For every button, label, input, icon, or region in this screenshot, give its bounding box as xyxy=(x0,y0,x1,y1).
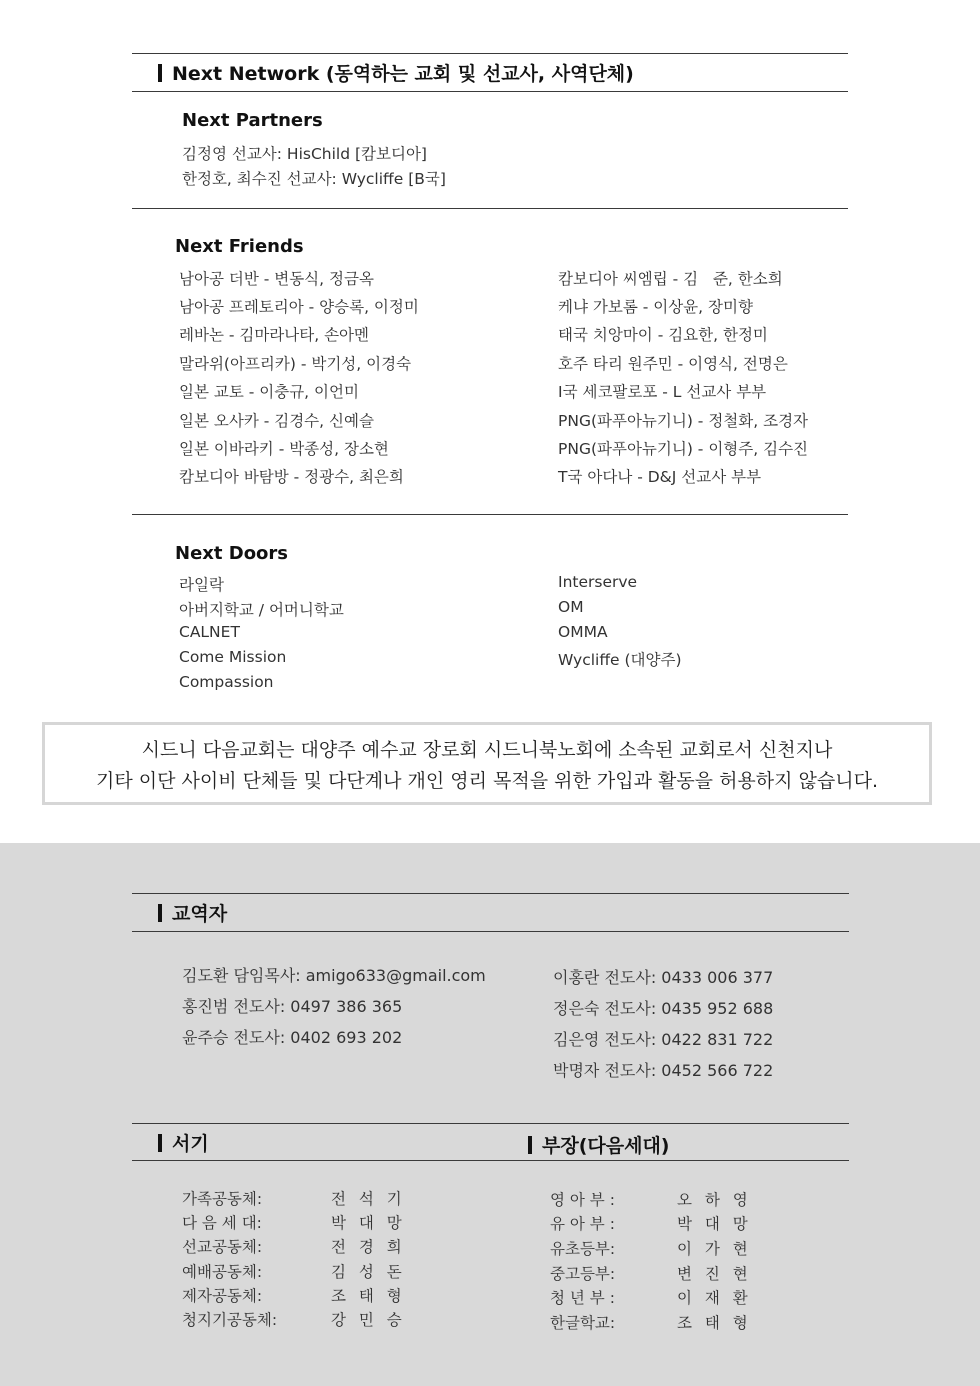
friend-item: T국 아다나 - D&J 선교사 부부 xyxy=(558,468,762,486)
door-item: Come Mission xyxy=(179,648,287,666)
staff-item: 윤주승 전도사: 0402 693 202 xyxy=(182,1028,403,1047)
door-item: 라일락 xyxy=(179,576,224,594)
friend-item: 일본 이바라키 - 박종성, 장소현 xyxy=(179,440,389,458)
clerk-name: 김 성 돈 xyxy=(331,1263,406,1281)
clerk-role: 다 음 세 대: xyxy=(182,1214,262,1232)
head-role: 유 아 부 : xyxy=(550,1215,615,1233)
top-rule xyxy=(132,53,848,54)
staff-item: 김도환 담임목사: amigo633@gmail.com xyxy=(182,966,486,985)
heads-title-text: 부장(다음세대) xyxy=(542,1135,670,1157)
friend-item: 일본 교토 - 이충규, 이언미 xyxy=(179,383,359,401)
staff-item: 김은영 전도사: 0422 831 722 xyxy=(553,1030,774,1049)
staff-item: 이홍란 전도사: 0433 006 377 xyxy=(553,968,774,987)
partners-title: Next Partners xyxy=(182,110,323,131)
friend-item: 캄보디아 씨엠립 - 김 준, 한소희 xyxy=(558,270,783,288)
clerk-name: 강 민 승 xyxy=(331,1311,406,1329)
section-marker-icon xyxy=(158,1134,162,1152)
staff-top-rule xyxy=(132,893,849,894)
partner-item: 김정영 선교사: HisChild [캄보디아] xyxy=(182,145,427,163)
head-role: 한글학교: xyxy=(550,1314,616,1332)
friends-title: Next Friends xyxy=(175,236,304,257)
clerk-role: 제자공동체: xyxy=(182,1287,263,1305)
friend-item: PNG(파푸아뉴기니) - 정철화, 조경자 xyxy=(558,412,809,430)
head-name: 박 대 망 xyxy=(677,1215,752,1233)
staff-item: 홍진범 전도사: 0497 386 365 xyxy=(182,997,403,1016)
clerk-role: 가족공동체: xyxy=(182,1190,263,1208)
friend-item: 레바논 - 김마라나타, 손아멘 xyxy=(179,326,370,344)
heads-section-title xyxy=(528,1131,670,1158)
clerk-name: 조 태 형 xyxy=(331,1287,406,1305)
network-section-title xyxy=(158,59,634,86)
head-name: 이 재 환 xyxy=(677,1289,752,1307)
door-item: Interserve xyxy=(558,573,638,591)
doors-title: Next Doors xyxy=(175,543,289,564)
friend-item: 일본 오사카 - 김경수, 신예슬 xyxy=(179,412,374,430)
clerk-role: 청지기공동체: xyxy=(182,1311,278,1329)
head-name: 이 가 현 xyxy=(677,1240,752,1258)
head-role: 청 년 부 : xyxy=(550,1289,615,1307)
clerk-name: 전 석 기 xyxy=(331,1190,406,1208)
section-marker-icon xyxy=(528,1136,532,1154)
head-role: 유초등부: xyxy=(550,1240,616,1258)
staff-item: 정은숙 전도사: 0435 952 688 xyxy=(553,999,774,1018)
staff-item: 박명자 전도사: 0452 566 722 xyxy=(553,1061,774,1080)
door-item: 아버지학교 / 어머니학교 xyxy=(179,601,344,619)
head-role: 중고등부: xyxy=(550,1265,616,1283)
staff-section-title xyxy=(158,899,227,926)
door-item: Wycliffe (대양주) xyxy=(558,651,682,669)
notice-line: 기타 이단 사이비 단체들 및 다단계나 개인 영리 목적을 위한 가입과 활동을 허용하지 않습니다. xyxy=(95,770,878,792)
notice-line: 시드니 다음교회는 대양주 예수교 장로회 시드니북노회에 소속된 교회로서 신천지나 xyxy=(141,739,833,761)
section-marker-icon xyxy=(158,64,162,82)
friend-item: 말라위(아프리카) - 박기성, 이경숙 xyxy=(179,355,412,373)
network-title-rule xyxy=(132,91,848,92)
committee-top-rule xyxy=(132,1123,849,1124)
clerks-section-title xyxy=(158,1129,209,1156)
footer-panel xyxy=(0,843,980,1386)
network-title-text: Next Network (동역하는 교회 및 선교사, 사역단체) xyxy=(172,63,634,85)
staff-title-text: 교역자 xyxy=(172,903,228,925)
door-item: OM xyxy=(558,598,584,616)
section-marker-icon xyxy=(158,904,162,922)
friends-divider xyxy=(132,514,848,515)
head-name: 변 진 현 xyxy=(677,1265,752,1283)
head-name: 오 하 영 xyxy=(677,1191,752,1209)
clerk-role: 예배공동체: xyxy=(182,1263,263,1281)
door-item: OMMA xyxy=(558,623,608,641)
door-item: CALNET xyxy=(179,623,240,641)
clerks-title-text: 서기 xyxy=(172,1133,209,1155)
friend-item: 호주 타리 원주민 - 이영식, 전명은 xyxy=(558,355,788,373)
staff-title-rule xyxy=(132,931,849,932)
friend-item: 남아공 프레토리아 - 양승록, 이정미 xyxy=(179,298,419,316)
clerk-role: 선교공동체: xyxy=(182,1238,263,1256)
friend-item: PNG(파푸아뉴기니) - 이형주, 김수진 xyxy=(558,440,809,458)
friend-item: 태국 치앙마이 - 김요한, 한정미 xyxy=(558,326,768,344)
friend-item: 남아공 더반 - 변동식, 정금옥 xyxy=(179,270,374,288)
friend-item: 캄보디아 바탐방 - 정광수, 최은희 xyxy=(179,468,404,486)
committee-title-rule xyxy=(132,1160,849,1161)
friend-item: I국 세코팔로포 - L 선교사 부부 xyxy=(558,383,767,401)
head-role: 영 아 부 : xyxy=(550,1191,615,1209)
partner-item: 한정호, 최수진 선교사: Wycliffe [B국] xyxy=(182,170,446,188)
door-item: Compassion xyxy=(179,673,274,691)
friend-item: 케냐 가보롬 - 이상윤, 장미향 xyxy=(558,298,753,316)
notice-box xyxy=(42,722,932,805)
clerk-name: 전 경 희 xyxy=(331,1238,406,1256)
partners-divider xyxy=(132,208,848,209)
head-name: 조 태 형 xyxy=(677,1314,752,1332)
clerk-name: 박 대 망 xyxy=(331,1214,406,1232)
